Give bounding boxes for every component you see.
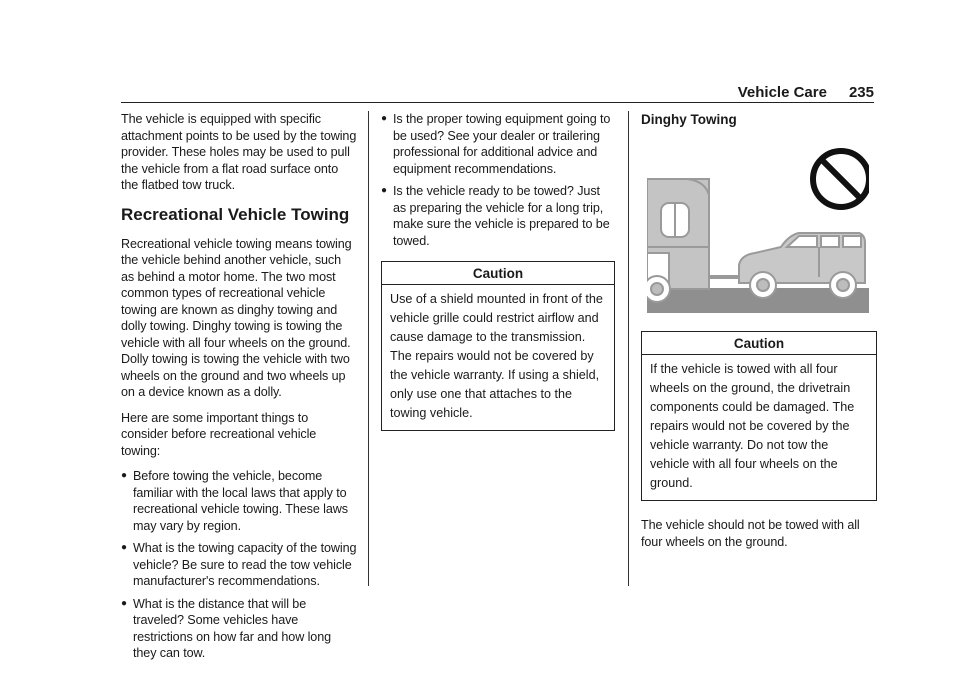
towing-illustration-svg — [647, 143, 869, 313]
page-number: 235 — [848, 84, 874, 101]
list-item — [121, 540, 357, 590]
dinghy-towing-illustration — [647, 143, 869, 313]
definition-paragraph: Recreational vehicle towing means towing the vehicle behind another vehicle, such as behind a motor home. The two most common types of recreational vehicle towing are known as dinghy towing and dolly towing. Dinghy towing is towing the vehicle with all four wheels on the ground. Dolly towing is towing the vehicle with two wheels on the ground and two wheels up on a device known as a dolly. — [121, 236, 352, 399]
considerations-paragraph: Here are some important things to consider before recreational vehicle towing: — [121, 410, 317, 458]
column-middle — [381, 111, 615, 431]
caution-text: Use of a shield mounted in front of the vehicle grille could restrict airflow and cause damage to the transmission. The repairs would not be covered by the vehicle warranty. If using a shield, only use one that attaches to the towing vehicle. — [390, 292, 603, 420]
caution-title: Caution — [642, 332, 876, 355]
caution-title: Caution — [382, 262, 614, 285]
column-divider — [368, 111, 369, 586]
list-item — [381, 111, 615, 177]
considerations-list — [121, 468, 357, 662]
motor-home — [647, 179, 709, 302]
bullet-icon: ● — [121, 597, 127, 609]
section-title: Vehicle Care — [737, 84, 827, 101]
section-heading: Recreational Vehicle Towing — [121, 204, 350, 224]
header-rule — [121, 102, 874, 103]
caution-box — [641, 331, 877, 501]
considerations-list-continued — [381, 111, 615, 249]
intro-paragraph: The vehicle is equipped with specific attachment points to be used by the towing provider. These holes may be used to pull the vehicle from a flat road surface onto the flatbed tow truck. — [121, 112, 357, 192]
list-item-text: What is the towing capacity of the towing vehicle? Be sure to read the tow vehicle manufacturer's recommendations. — [133, 541, 357, 588]
column-right — [641, 111, 877, 559]
list-item-text: What is the distance that will be traveled? Some vehicles have restrictions on how far and how long they can tow. — [133, 596, 332, 660]
bullet-icon: ● — [121, 542, 127, 553]
bullet-icon: ● — [121, 470, 127, 481]
list-item — [121, 468, 357, 534]
list-item — [381, 183, 615, 249]
list-item-text: Before towing the vehicle, become familiar with the local laws that apply to recreational vehicle towing. These laws may vary by region. — [133, 469, 348, 533]
list-item-text: Is the proper towing equipment going to be used? See your dealer or trailering professional for additional advice and equipment recommendations. — [393, 112, 611, 176]
column-left — [121, 111, 357, 668]
dinghy-heading: Dinghy Towing — [641, 112, 737, 127]
caution-box — [381, 261, 615, 431]
list-item-text: Is the vehicle ready to be towed? Just as preparing the vehicle for a long trip, make sure the vehicle is prepared to be towed. — [393, 184, 610, 248]
bullet-icon: ● — [381, 113, 387, 124]
list-item — [121, 596, 357, 662]
caution-text: If the vehicle is towed with all four wheels on the ground, the drivetrain components could be damaged. The repairs would not be covered by the vehicle warranty. Do not tow the vehicle with all four wheels on the ground. — [650, 362, 855, 490]
bullet-icon: ● — [381, 185, 387, 196]
column-divider — [628, 111, 629, 586]
dinghy-note: The vehicle should not be towed with all four wheels on the ground. — [641, 518, 860, 549]
prohibited-icon — [813, 151, 869, 207]
